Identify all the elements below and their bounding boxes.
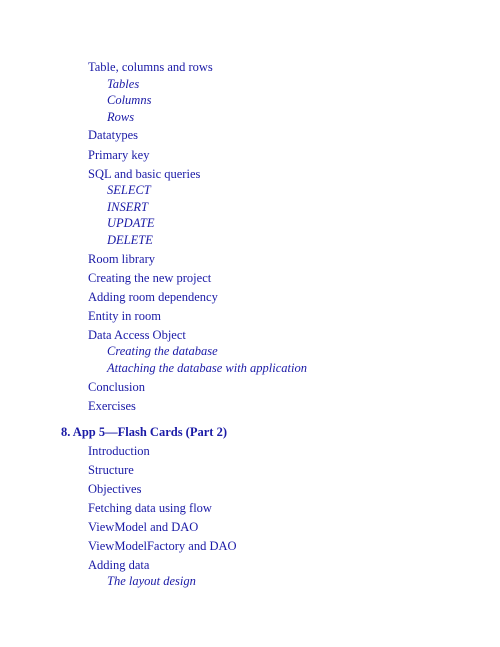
toc-entry-creating-database[interactable]: Creating the database xyxy=(107,344,218,358)
toc-entry-sql-basic-queries[interactable]: SQL and basic queries xyxy=(88,167,201,181)
toc-entry-objectives[interactable]: Objectives xyxy=(88,482,142,496)
toc-entry-exercises[interactable]: Exercises xyxy=(88,399,136,413)
toc-entry-table-columns-rows[interactable]: Table, columns and rows xyxy=(88,60,213,74)
toc-entry-adding-data[interactable]: Adding data xyxy=(88,558,150,572)
toc-entry-rows[interactable]: Rows xyxy=(107,110,135,124)
toc-entry-entity-in-room[interactable]: Entity in room xyxy=(88,309,161,323)
toc-entry-delete[interactable]: DELETE xyxy=(107,233,153,247)
toc-entry-primary-key[interactable]: Primary key xyxy=(88,148,150,162)
toc-entry-creating-new-project[interactable]: Creating the new project xyxy=(88,271,212,285)
toc-entry-columns[interactable]: Columns xyxy=(107,93,152,107)
toc-entry-data-access-object[interactable]: Data Access Object xyxy=(88,328,186,342)
toc-chapter-8[interactable]: 8. App 5—Flash Cards (Part 2) xyxy=(61,425,227,439)
toc-entry-insert[interactable]: INSERT xyxy=(107,200,148,214)
toc-entry-fetching-data-flow[interactable]: Fetching data using flow xyxy=(88,501,212,515)
toc-entry-conclusion[interactable]: Conclusion xyxy=(88,380,145,394)
toc-entry-viewmodel-dao[interactable]: ViewModel and DAO xyxy=(88,520,199,534)
toc-entry-select[interactable]: SELECT xyxy=(107,183,151,197)
toc-entry-viewmodelfactory-dao[interactable]: ViewModelFactory and DAO xyxy=(88,539,237,553)
toc-entry-layout-design[interactable]: The layout design xyxy=(107,574,196,588)
toc-entry-attaching-database[interactable]: Attaching the database with application xyxy=(107,361,307,375)
toc-entry-datatypes[interactable]: Datatypes xyxy=(88,128,138,142)
toc-entry-introduction[interactable]: Introduction xyxy=(88,444,150,458)
toc-entry-room-library[interactable]: Room library xyxy=(88,252,156,266)
toc-entry-structure[interactable]: Structure xyxy=(88,463,134,477)
toc-entry-adding-room-dependency[interactable]: Adding room dependency xyxy=(88,290,218,304)
toc-entry-tables[interactable]: Tables xyxy=(107,77,140,91)
toc-entry-update[interactable]: UPDATE xyxy=(107,216,155,230)
